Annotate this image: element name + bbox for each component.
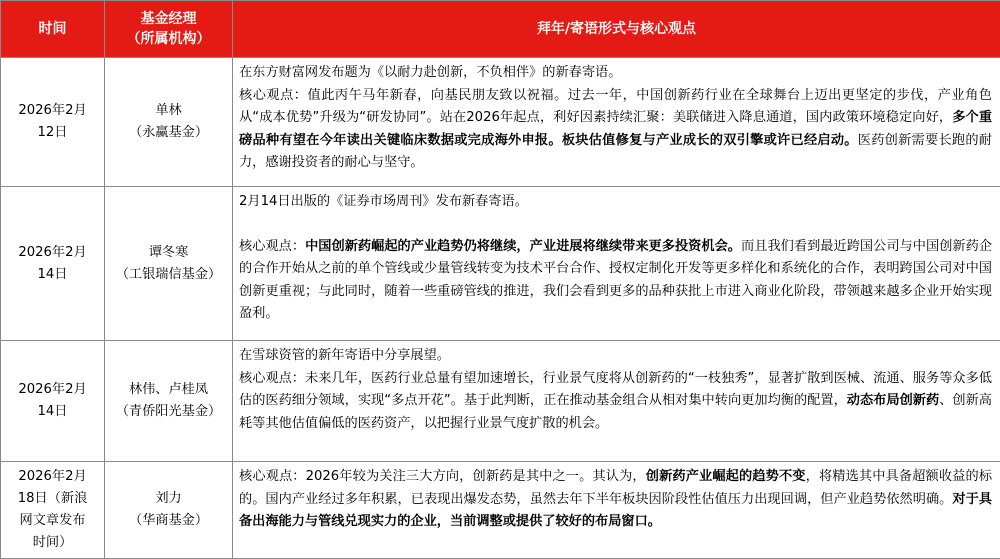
manager-org: （工银瑞信基金） (116, 267, 222, 282)
date-line: 2026年2月 (18, 382, 86, 397)
view-highlight: 中国创新药崛起的产业趋势仍将继续，产业进展将继续带来更多投资机会。 (305, 239, 741, 254)
view-highlight: 动态布局创新药 (847, 393, 939, 408)
view-cell (233, 58, 1000, 187)
view-text: 医药创新需要长跑的耐力，感谢投资者的耐心与坚守。 (239, 133, 992, 171)
view-text: 核心观点：值此丙午马年新春，向基民朋友致以祝福。过去一年，中国创新药行业在全球舞台上迈出更坚定的步伐，产业角色从“成本优势”升级为“研发协同”。站在2026年起点，利好因素持续汇聚：美联储进入降息通道，国内政策环境稳定向好， (239, 88, 992, 126)
view-intro: 在雪球资管的新年寄语中分享展望。 (239, 345, 992, 368)
date-line: 时间） (33, 535, 73, 550)
view-cell (233, 341, 1000, 462)
header-time: 时间 (1, 1, 105, 58)
manager-org: （永赢基金） (129, 125, 208, 140)
manager-name: 谭冬寒 (149, 245, 189, 260)
view-highlight: 创新药产业崛起的趋势不变 (646, 469, 806, 484)
view-text: 、创新高耗等其他估值偏低的医药资产，以把握行业景气度扩散的机会。 (239, 393, 992, 431)
date-line: 2026年2月 (18, 103, 86, 118)
table-row (1, 462, 1000, 559)
manager-cell (105, 462, 233, 559)
view-core (239, 466, 992, 534)
manager-name: 刘力 (155, 491, 181, 506)
date-cell (1, 341, 105, 462)
table-row (1, 187, 1000, 341)
view-intro: 在东方财富网发布题为《以耐力赴创新，不负相伴》的新春寄语。 (239, 62, 992, 85)
view-text: ，将精选其中具备超额收益的标的。国内产业经过多年积累，已表现出爆发态势，虽然去年下半年板块因阶段性估值压力出现回调，但产业趋势依然明确。 (239, 469, 992, 507)
date-line: 2026年2月 (18, 245, 86, 260)
manager-name: 林伟、卢桂凤 (129, 382, 208, 397)
view-text: 核心观点：2026年较为关注三大方向，创新药是其中之一。其认为， (239, 469, 646, 484)
view-text: 核心观点：未来几年，医药行业总量有望加速增长，行业景气度将从创新药的“一枝独秀”，显著扩散到医械、流通、服务等众多低估的医药细分领域，实现“多点开花”。基于此判断，正在推动基金组合从相对集中转向更加均衡的配置， (239, 371, 992, 409)
date-line: 12日 (38, 125, 68, 140)
view-intro: 2月14日出版的《证券市场周刊》发布新春寄语。 (239, 191, 992, 214)
view-highlight: 多个重磅品种有望在今年读出关键临床数据或完成海外申报。板块估值修复与产业成长的双引擎或许已经启动。 (239, 110, 992, 148)
header-manager (105, 1, 233, 58)
view-core (239, 85, 992, 175)
date-line: 2026年2月 (18, 469, 86, 484)
view-cell (233, 187, 1000, 341)
date-cell (1, 462, 105, 559)
view-highlight: 对于具备出海能力与管线兑现实力的企业，当前调整或提供了较好的布局窗口。 (239, 492, 992, 530)
manager-cell (105, 341, 233, 462)
manager-cell (105, 187, 233, 341)
date-line: 14日 (38, 267, 68, 282)
view-text: 而且我们看到最近跨国公司与中国创新药企的合作开始从之前的单个管线或少量管线转变为技术平台合作、授权定制化开发等更多样化和系统化的合作，表明跨国公司对中国创新更重视；与此同时，随着一些重磅管线的推进，我们会看到更多的品种获批上市进入商业化阶段，带领越来越多企业开始实现盈利。 (239, 239, 992, 322)
date-cell (1, 187, 105, 341)
manager-org: （华商基金） (129, 513, 208, 528)
view-core (239, 368, 992, 436)
table-header-row (1, 1, 1000, 58)
header-view: 拜年/寄语形式与核心观点 (233, 1, 1000, 58)
manager-org: （青侨阳光基金） (116, 404, 222, 419)
header-manager-org-label: （所属机构） (127, 31, 211, 47)
date-line: 14日 (38, 404, 68, 419)
manager-name: 单林 (155, 103, 181, 118)
table-row (1, 58, 1000, 187)
date-line: 18日（新浪 (18, 491, 88, 506)
date-cell (1, 58, 105, 187)
manager-cell (105, 58, 233, 187)
table-row (1, 341, 1000, 462)
view-text: 核心观点： (239, 239, 305, 254)
header-manager-label: 基金经理 (141, 11, 197, 27)
view-core (239, 236, 992, 326)
date-line: 网文章发布 (20, 513, 86, 528)
view-cell (233, 462, 1000, 559)
